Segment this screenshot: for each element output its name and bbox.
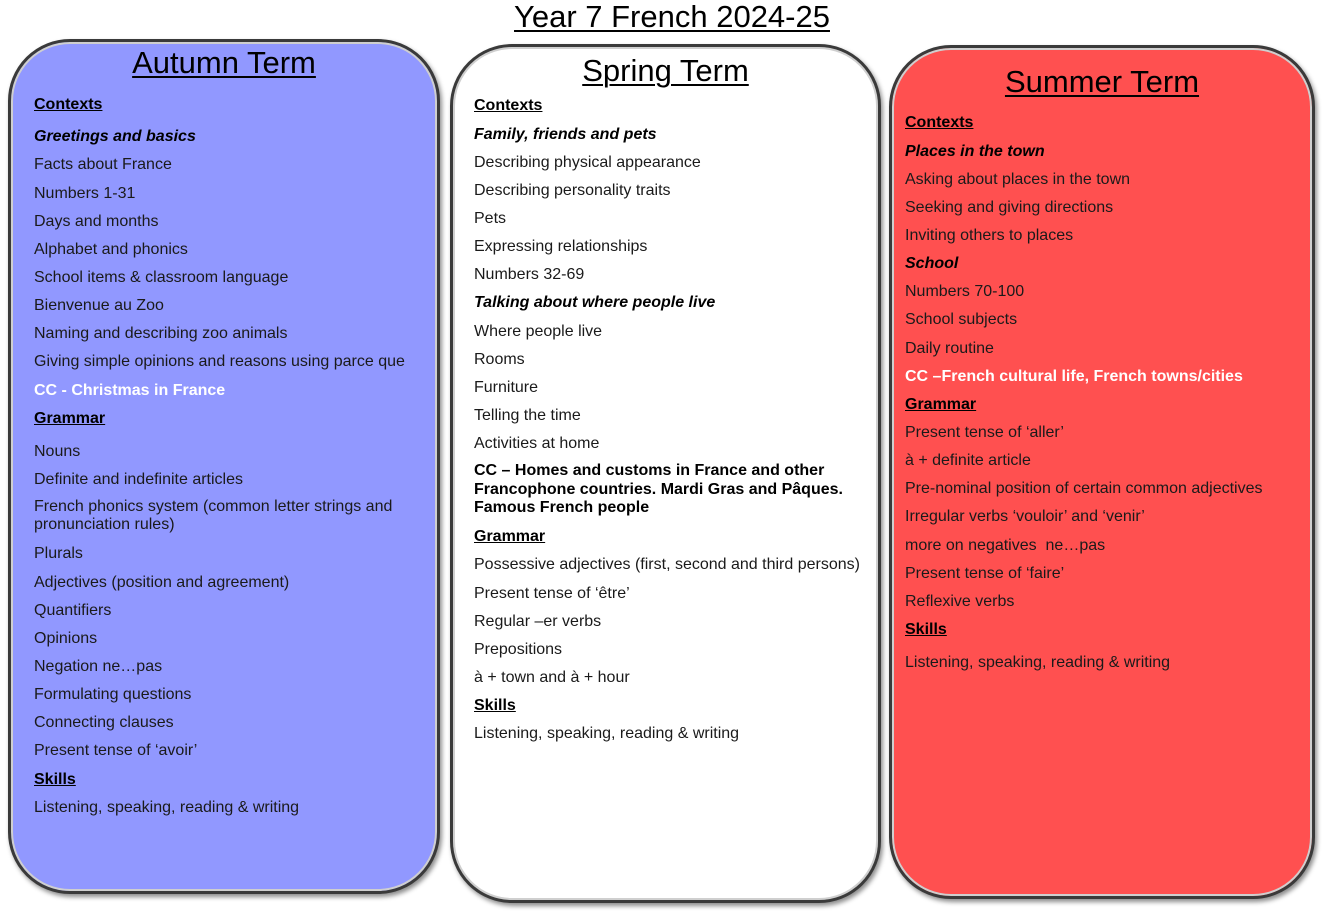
autumn-item: Definite and indefinite articles (34, 471, 244, 488)
summer-subtopic: Places in the town (905, 143, 1045, 160)
summer-cultural-capital: CC –French cultural life, French towns/cities (905, 368, 1243, 385)
spring-subtopic: Family, friends and pets (474, 126, 657, 143)
summer-item: Pre-nominal position of certain common adjectives (905, 480, 1263, 497)
summer-item: Asking about places in the town (905, 171, 1131, 188)
summer-item: School subjects (905, 311, 1018, 328)
spring-subtopic: Talking about where people live (474, 294, 716, 311)
spring-item: Listening, speaking, reading & writing (474, 725, 740, 742)
spring-item: Present tense of ‘être’ (474, 585, 630, 602)
autumn-subtopic: Greetings and basics (34, 128, 196, 145)
spring-item: Furniture (474, 379, 539, 396)
summer-subtopic: School (905, 255, 959, 272)
spring-item: Possessive adjectives (first, second and third persons) (474, 556, 860, 573)
summer-item: Inviting others to places (905, 227, 1074, 244)
autumn-item: Nouns (34, 443, 81, 460)
autumn-item: Giving simple opinions and reasons using parce que (34, 353, 405, 370)
spring-item: Numbers 32-69 (474, 266, 585, 283)
spring-item: Expressing relationships (474, 238, 648, 255)
autumn-item: Negation ne…pas (34, 658, 163, 675)
autumn-item: Plurals (34, 545, 83, 562)
autumn-item: Facts about France (34, 156, 172, 173)
spring-item: Where people live (474, 323, 603, 340)
autumn-item: Listening, speaking, reading & writing (34, 799, 300, 816)
spring-item: Pets (474, 210, 507, 227)
spring-item: Describing personality traits (474, 182, 671, 199)
spring-item: Rooms (474, 351, 525, 368)
summer-item: more on negatives ne…pas (905, 537, 1106, 554)
autumn-item: Adjectives (position and agreement) (34, 574, 290, 591)
summer-item: Present tense of ‘aller’ (905, 424, 1064, 441)
autumn-contexts-heading: Contexts (34, 96, 103, 113)
spring-term-title: Spring Term (582, 53, 749, 88)
summer-skills-heading: Skills (905, 621, 947, 638)
autumn-item: Connecting clauses (34, 714, 174, 731)
summer-grammar-heading: Grammar (905, 396, 977, 413)
spring-item: Telling the time (474, 407, 581, 424)
autumn-item: Alphabet and phonics (34, 241, 188, 258)
summer-item: Irregular verbs ‘vouloir’ and ‘venir’ (905, 508, 1145, 525)
autumn-item: Days and months (34, 213, 159, 230)
summer-item: Seeking and giving directions (905, 199, 1114, 216)
spring-item: Regular –er verbs (474, 613, 602, 630)
summer-item: Reflexive verbs (905, 593, 1015, 610)
summer-term-title: Summer Term (1004, 64, 1200, 99)
summer-item: Listening, speaking, reading & writing (905, 654, 1171, 671)
autumn-term-title: Autumn Term (132, 45, 316, 80)
summer-item: Daily routine (905, 340, 994, 357)
autumn-item: Naming and describing zoo animals (34, 325, 288, 342)
page-title: Year 7 French 2024-25 (514, 0, 830, 34)
summer-item: Present tense of ‘faire’ (905, 565, 1065, 582)
spring-contexts-heading: Contexts (474, 97, 543, 114)
autumn-grammar-heading: Grammar (34, 410, 106, 427)
autumn-item: Quantifiers (34, 602, 112, 619)
autumn-item: School items & classroom language (34, 269, 289, 286)
autumn-cultural-capital: CC - Christmas in France (34, 382, 226, 399)
summer-item: à + definite article (905, 452, 1031, 469)
summer-item: Numbers 70-100 (905, 283, 1025, 300)
autumn-item: Formulating questions (34, 686, 192, 703)
spring-item: Prepositions (474, 641, 563, 658)
autumn-item: French phonics system (common letter strings and pronunciation rules) (34, 498, 393, 533)
autumn-skills-heading: Skills (34, 771, 76, 788)
spring-item: à + town and à + hour (474, 669, 630, 686)
spring-cultural-capital: CC – Homes and customs in France and other Francophone countries. Mardi Gras and Pâques. Famous French people (474, 462, 843, 516)
spring-grammar-heading: Grammar (474, 528, 546, 545)
autumn-item: Numbers 1-31 (34, 185, 136, 202)
summer-contexts-heading: Contexts (905, 114, 974, 131)
autumn-item: Bienvenue au Zoo (34, 297, 164, 314)
spring-skills-heading: Skills (474, 697, 516, 714)
spring-item: Describing physical appearance (474, 154, 701, 171)
autumn-item: Present tense of ‘avoir’ (34, 742, 198, 759)
autumn-item: Opinions (34, 630, 98, 647)
spring-item: Activities at home (474, 435, 600, 452)
